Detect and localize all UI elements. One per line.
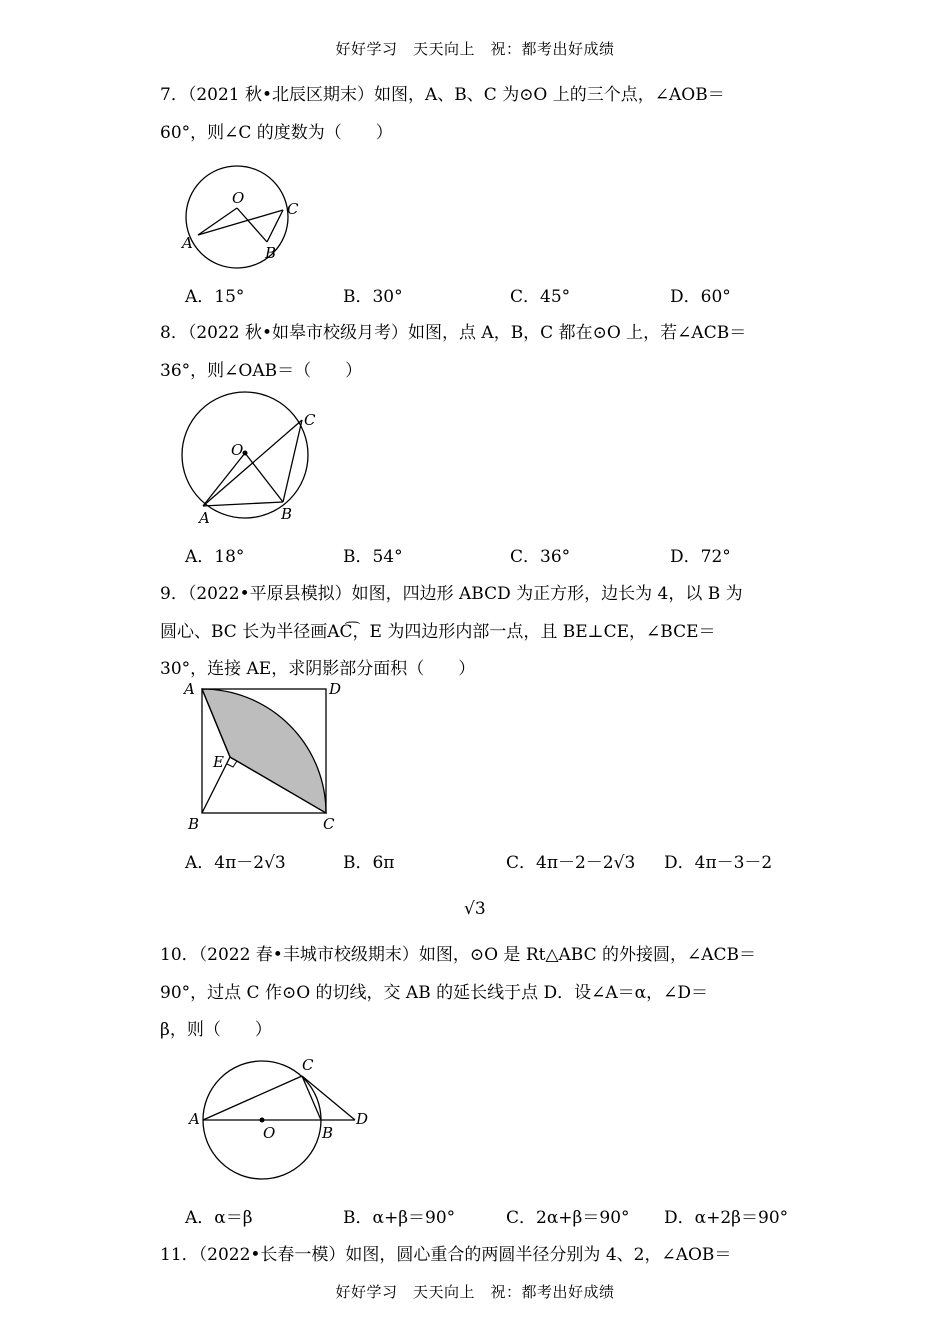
question-10-figure	[185, 1050, 385, 1190]
question-8-line-2: 36°，则∠OAB＝（ ）	[160, 361, 363, 381]
question-8-figure	[175, 385, 325, 530]
question-10-line-1: 10．（2022 春•丰城市校级期末）如图，⊙O 是 Rt△ABC 的外接圆，∠ACB＝	[160, 945, 757, 965]
fig9-label-e: E	[213, 753, 224, 771]
question-10-line-3: β，则（ ）	[160, 1020, 272, 1040]
fig8-label-a: A	[199, 509, 210, 527]
fig8-label-b: B	[281, 505, 293, 523]
question-9-option-a[interactable]: A．4π－2√3	[185, 853, 286, 873]
fig10-label-c: C	[302, 1056, 314, 1074]
question-9-line-3: 30°，连接 AE，求阴影部分面积（ ）	[160, 659, 476, 679]
fig10-label-b: B	[322, 1124, 334, 1142]
page-footer: 好好学习 天天向上 祝：都考出好成绩	[335, 1283, 615, 1301]
question-9-figure	[180, 680, 350, 833]
fig9-label-c: C	[323, 815, 335, 833]
fig10-label-o: O	[263, 1124, 276, 1142]
question-7-option-b[interactable]: B．30°	[343, 287, 403, 307]
question-9-option-b[interactable]: B．6π	[343, 853, 395, 873]
question-9-option-c[interactable]: C．4π－2－2√3	[506, 853, 636, 873]
question-7-line-1: 7．（2021 秋•北辰区期末）如图，A、B、C 为⊙O 上的三个点，∠AOB＝	[160, 85, 725, 105]
fig7-label-o: O	[232, 189, 245, 207]
question-7-option-d[interactable]: D．60°	[670, 287, 731, 307]
question-8-option-d[interactable]: D．72°	[670, 547, 731, 567]
fig7-label-c: C	[287, 200, 299, 218]
question-9-line-2: 圆心、BC 长为半径画AC͡，E 为四边形内部一点，且 BE⊥CE，∠BCE＝	[160, 622, 716, 642]
fig8-label-c: C	[304, 411, 316, 429]
question-10-option-b[interactable]: B．α+β＝90°	[343, 1208, 456, 1228]
page-header: 好好学习 天天向上 祝：都考出好成绩	[335, 40, 615, 58]
question-11-line-1: 11．（2022•长春一模）如图，圆心重合的两圆半径分别为 4、2，∠AOB＝	[160, 1245, 732, 1265]
question-10-option-d[interactable]: D．α+2β＝90°	[664, 1208, 789, 1228]
question-9-option-d[interactable]: D．4π－3－2	[664, 853, 773, 873]
question-10-option-c[interactable]: C．2α+β＝90°	[506, 1208, 630, 1228]
question-8-option-b[interactable]: B．54°	[343, 547, 403, 567]
question-7-figure	[175, 180, 315, 270]
question-8-option-c[interactable]: C．36°	[510, 547, 571, 567]
fig7-label-a: A	[182, 234, 193, 252]
question-7-line-2: 60°，则∠C 的度数为（ ）	[160, 123, 393, 143]
fig10-label-d: D	[356, 1110, 369, 1128]
question-7-option-a[interactable]: A．15°	[185, 287, 245, 307]
question-9-option-d-continuation: √3	[464, 899, 486, 919]
question-7-option-c[interactable]: C．45°	[510, 287, 571, 307]
question-8-line-1: 8．（2022 秋•如皋市校级月考）如图，点 A，B，C 都在⊙O 上，若∠ACB＝	[160, 323, 747, 343]
question-10-option-a[interactable]: A．α＝β	[185, 1208, 253, 1228]
fig8-label-o: O	[231, 441, 244, 459]
fig9-label-a: A	[184, 680, 195, 698]
fig7-label-b: B	[265, 244, 277, 262]
fig9-label-b: B	[188, 815, 200, 833]
question-9-line-1: 9．（2022•平原县模拟）如图，四边形 ABCD 为正方形，边长为 4，以 B 为	[160, 584, 743, 604]
question-8-option-a[interactable]: A．18°	[185, 547, 245, 567]
fig10-label-a: A	[189, 1110, 200, 1128]
question-10-line-2: 90°，过点 C 作⊙O 的切线，交 AB 的延长线于点 D．设∠A＝α，∠D＝	[160, 983, 709, 1003]
fig9-label-d: D	[329, 680, 342, 698]
